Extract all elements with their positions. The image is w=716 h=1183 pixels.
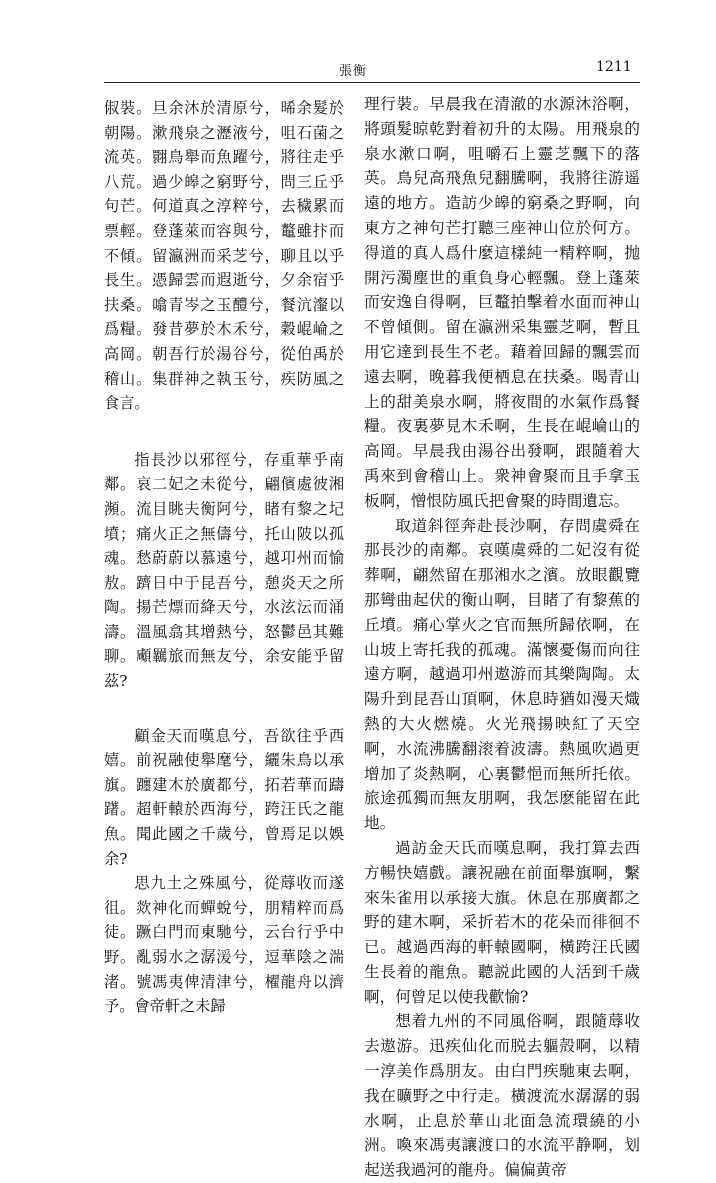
original-paragraph-3: 顧金天而嘆息兮，吾欲往乎西嬉。前祝融使舉麾兮，纚朱鳥以承旗。躔建木於廣都兮，拓若華而躊躇。超軒轅於西海兮，跨汪氏之龍魚。聞此國之千歲兮，曾焉足以娛余? xyxy=(104,726,344,868)
original-paragraph-1: 俶裝。旦余沐於清原兮，晞余髮於朝陽。漱飛泉之瀝液兮，咀石菌之流英。翾鳥舉而魚躍兮，將往走乎八荒。過少皞之窮野兮，問三丘乎句芒。何道真之淳粹兮，去穢累而票輕。登蓬萊而容與兮，鼇雖抃而不傾。留瀛洲而采芝兮，聊且以乎長生。憑歸雲而遐逝兮，夕余宿乎扶桑。噏青岑之玉醴兮，餐沆瀣以爲糧。發昔夢於木禾兮，穀崐崘之高岡。朝吾行於湯谷兮，從伯禹於稽山。集群神之執玉兮，疾防風之食言。 xyxy=(104,99,344,413)
original-paragraph-4: 思九土之殊風兮，從蓐收而遂徂。欻神化而蟬蛻兮，朋精粹而爲徒。蹶白門而東馳兮，云台行乎中野。亂弱水之潺湲兮，逗華陰之湍渚。號馮夷俾清津兮，櫂龍舟以濟予。會帝軒之未歸 xyxy=(104,874,344,1016)
original-paragraph-2: 指長沙以邪徑兮，存重華乎南鄰。哀二妃之未從兮，翩儐處彼湘瀕。流目眺夫衡阿兮，睹有黎之圮墳；痛火正之無儔兮，托山陂以孤魂。愁蔚蔚以慕遠兮，越卭州而愉敖。躋日中于昆吾兮，憩炎天之所陶。揚芒熛而絳天兮，水泫沄而涌濤。溫風翕其增熱兮，怒鬱邑其難聊。顑羈旅而無友兮，余安能乎留茲? xyxy=(104,450,344,691)
translation-paragraph-3: 過訪金天氏而嘆息啊，我打算去西方暢快嬉戲。讓祝融在前面舉旗啊，繫來朱雀用以承接大旗。休息在那廣都之野的建木啊，采折若木的花朵而徘徊不已。越過西海的軒轅國啊，橫跨汪氏國生長着的龍魚。聽説此國的人活到千歲啊，何曾足以使我歡愉? xyxy=(364,838,640,1006)
translation-paragraph-4: 想着九州的不同風俗啊，跟隨蓐收去遨游。迅疾仙化而脱去軀殻啊，以精一淳美作爲朋友。由白門疾馳東去啊，我在曠野之中行走。橫渡流水潺潺的弱水啊，止息於華山北面急流環繞的小洲。喚來馮夷讓渡口的水流平静啊，划起送我過河的龍舟。偏偏黄帝 xyxy=(364,1012,640,1180)
running-header: 張衡 xyxy=(339,64,368,79)
translation-paragraph-1: 理行裝。早晨我在清澈的水源沐浴啊，將頭髮晾乾對着初升的太陽。用飛泉的泉水漱口啊，咀嚼石上靈芝飄下的落英。鳥兒高飛魚兒翻騰啊，我將往游遥遠的地方。造訪少皞的窮桑之野啊，向東方之神句芒打聽三座神山位於何方。得道的真人爲什麼這樣純一精粹啊，抛開污濁塵世的重負身心輕飄。登上蓬萊而安逸自得啊，巨鼇拍擊着水面而神山不曾傾側。留在瀛洲采集靈芝啊，暫且用它達到長生不老。藉着回歸的飄雲而遠去啊，晚暮我便栖息在扶桑。喝青山上的甜美泉水啊，將夜間的水氣作爲餐糧。夜裏夢見木禾啊，生長在崐崘山的高岡。早晨我由湯谷出發啊，跟隨着大禹來到會稽山上。衆神會聚而且手拿玉板啊，憎恨防風氏把會聚的時間遺忘。 xyxy=(364,95,640,510)
page-number: 1211 xyxy=(596,59,632,75)
translation-column xyxy=(364,92,640,1183)
header-rule xyxy=(104,82,640,83)
original-text-column xyxy=(104,96,344,1019)
translation-paragraph-2: 取道斜徑奔赴長沙啊，存問虞舜在那長沙的南鄰。哀嘆虞舜的二妃沒有從葬啊，翩然留在那湘水之濱。放眼觀覽那彎曲起伏的衡山啊，目睹了有黎蕉的丘墳。痛心掌火之官而無所歸依啊，在山坡上寄托我的孤魂。滿懷憂傷而向往遠方啊，越過卭州遨游而其樂陶陶。太陽升到昆吾山頂啊，休息時猶如漫天熾熱的大火燃燒。火光飛揚映紅了天空啊，水流沸騰翻滚着波濤。熱風吹過更增加了炎熱啊，心裏鬱悒而無所托依。旅途孤獨而無友朋啊，我怎麽能留在此地。 xyxy=(364,516,640,833)
